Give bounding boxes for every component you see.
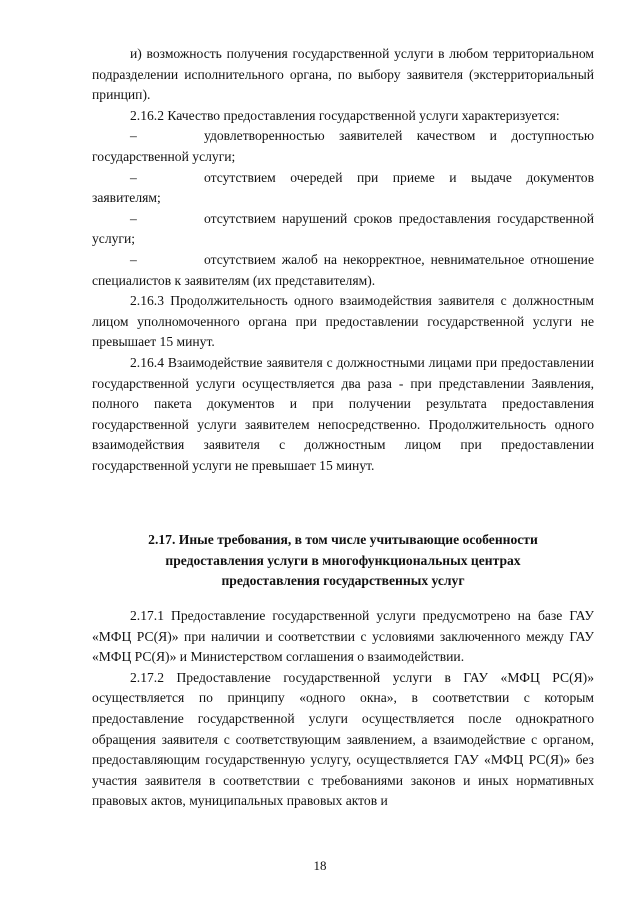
paragraph-2-16-3: 2.16.3 Продолжительность одного взаимодействия заявителя с должностным лицом уполномоченного органа при предоставлении государственной услуги не превышает 15 минут. xyxy=(92,293,594,350)
bullet-text: отсутствием жалоб на некорректное, невнимательное отношение специалистов к заявителям (их представителям). xyxy=(92,251,594,288)
bullet-text: отсутствием нарушений сроков предоставления государственной услуги; xyxy=(92,210,594,247)
bullet-dash: – xyxy=(130,251,137,267)
page-number: 18 xyxy=(313,858,327,873)
paragraph-2-16-4: 2.16.4 Взаимодействие заявителя с должностными лицами при предоставлении государственной услуги осуществляется два раза - при представлении Заявления, полного пакета документов и при получении результата предоставления государственной услуги заявителем непосредственно. Продолжительность одного взаимодействия заявителя с должностным лицом при предоставлении государственной услуги не превышает 15 минут. xyxy=(92,354,594,473)
paragraph-2-16-2: 2.16.2 Качество предоставления государственной услуги характеризуется: xyxy=(130,107,560,123)
paragraph-2-17-2: 2.17.2 Предоставление государственной услуги в ГАУ «МФЦ РС(Я)» осуществляется по принципу «одного окна», в соответствии с которым предоставление государственной услуги осуществляется после однократного обращения заявителя с соответствующим заявлением, а взаимодействие с органом, предоставляющим государственную услугу, осуществляется ГАУ «МФЦ РС(Я)» без участия заявителя в соответствии с требованиями законов и иных нормативных правовых актов, муниципальных правовых актов и xyxy=(92,669,594,809)
upper-text-block xyxy=(92,44,594,476)
heading-line: 2.17. Иные требования, в том числе учитывающие особенности xyxy=(148,532,538,547)
bullet-dash: – xyxy=(130,128,137,144)
heading-line: предоставления услуги в многофункциональных центрах xyxy=(165,552,521,568)
paragraph-2-17-1: 2.17.1 Предоставление государственной услуги предусмотрено на базе ГАУ «МФЦ РС(Я)» при наличии и соответствии с условиями заключенного между ГАУ «МФЦ РС(Я)» и Министерством соглашения о взаимодействии. xyxy=(92,608,594,665)
section-heading-2-17 xyxy=(92,530,594,592)
bullet-item xyxy=(92,209,594,250)
bullet-dash: – xyxy=(130,210,137,226)
bullet-item xyxy=(92,126,594,167)
bullet-item xyxy=(92,250,594,291)
heading-line: предоставления государственных услуг xyxy=(221,573,465,589)
lower-text-block xyxy=(92,606,594,812)
bullet-text: отсутствием очередей при приеме и выдаче документов заявителям; xyxy=(92,169,594,206)
bullet-dash: – xyxy=(130,169,137,185)
paragraph-item-i: и) возможность получения государственной услуги в любом территориальном подразделении исполнительного органа, по выбору заявителя (экстерриториальный принцип). xyxy=(92,46,594,103)
bullet-text: удовлетворенностью заявителей качеством и доступностью государственной услуги; xyxy=(92,128,594,164)
bullet-item xyxy=(92,168,594,209)
